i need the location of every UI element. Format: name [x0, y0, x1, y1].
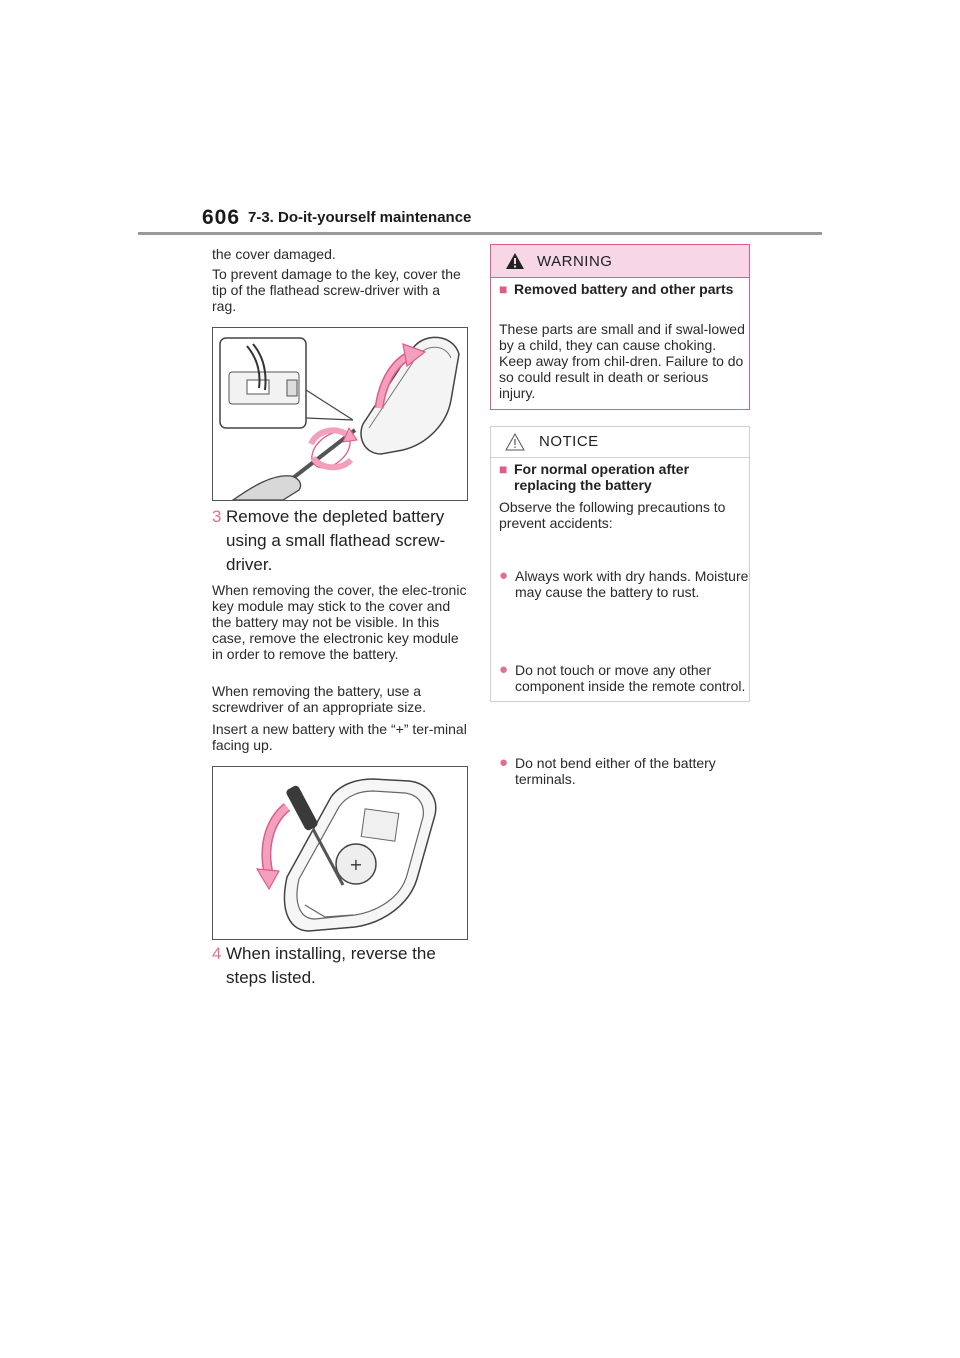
figure-remove-battery — [212, 766, 468, 940]
bullet-dot-icon: ● — [499, 754, 509, 771]
list-item-text: Always work with dry hands. Moisture may cause the battery to rust. — [515, 568, 749, 600]
para-cover-damaged: the cover damaged. — [212, 246, 336, 262]
warning-title: WARNING — [537, 253, 613, 270]
header-rule — [138, 232, 822, 235]
notice-list-item — [499, 662, 751, 694]
bullet-dot-icon: ● — [499, 661, 509, 678]
step-number: 3 — [212, 507, 222, 526]
list-item-text: Do not touch or move any other component inside the remote control. — [515, 662, 746, 694]
warning-header — [491, 245, 749, 278]
para-insert-battery: Insert a new battery with the “+” ter-minal facing up. — [212, 721, 467, 753]
step-4 — [212, 942, 468, 990]
notice-list-item — [499, 755, 751, 787]
list-item-text: Do not bend either of the battery terminals. — [515, 755, 716, 787]
heading-marker: ■ — [499, 461, 508, 477]
warning-triangle-icon — [505, 252, 525, 270]
notice-heading-text: For normal operation after replacing the battery — [514, 461, 690, 493]
section-title: 7-3. Do-it-yourself maintenance — [248, 209, 472, 226]
step-3 — [212, 505, 468, 577]
notice-box — [490, 426, 750, 787]
battery-removal-illustration — [213, 767, 467, 939]
battery-plus-symbol: + — [349, 855, 363, 874]
notice-title: NOTICE — [539, 433, 599, 450]
para-prevent-damage: To prevent damage to the key, cover the tip of the flathead screw-driver with a rag. — [212, 266, 461, 314]
figure-pry-cover — [212, 327, 468, 501]
warning-heading — [499, 281, 743, 297]
notice-list-item — [499, 568, 751, 600]
para-removing-cover: When removing the cover, the elec-tronic key module may stick to the cover and the battery may not be visible. In this case, remove the electronic key module in order to remove the battery. — [212, 582, 467, 662]
heading-marker: ■ — [499, 281, 508, 297]
warning-heading-text: Removed battery and other parts — [514, 281, 734, 297]
notice-heading — [499, 461, 743, 493]
step-number: 4 — [212, 944, 222, 963]
notice-intro: Observe the following precautions to prevent accidents: — [499, 499, 726, 531]
step-text: When installing, reverse the steps listed. — [226, 944, 436, 987]
warning-box — [490, 244, 750, 410]
notice-header — [491, 427, 749, 458]
bullet-dot-icon: ● — [499, 567, 509, 584]
caution-triangle-icon — [505, 433, 525, 451]
key-screwdriver-illustration — [213, 328, 467, 500]
page-number: 606 — [202, 206, 241, 229]
warning-text: These parts are small and if swal-lowed by a child, they can cause choking. Keep away from chil-dren. Failure to do so could result in death or serious injury. — [499, 321, 745, 401]
para-removing-battery: When removing the battery, use a screwdriver of an appropriate size. — [212, 683, 426, 715]
step-text: Remove the depleted battery using a small flathead screw-driver. — [226, 507, 446, 574]
